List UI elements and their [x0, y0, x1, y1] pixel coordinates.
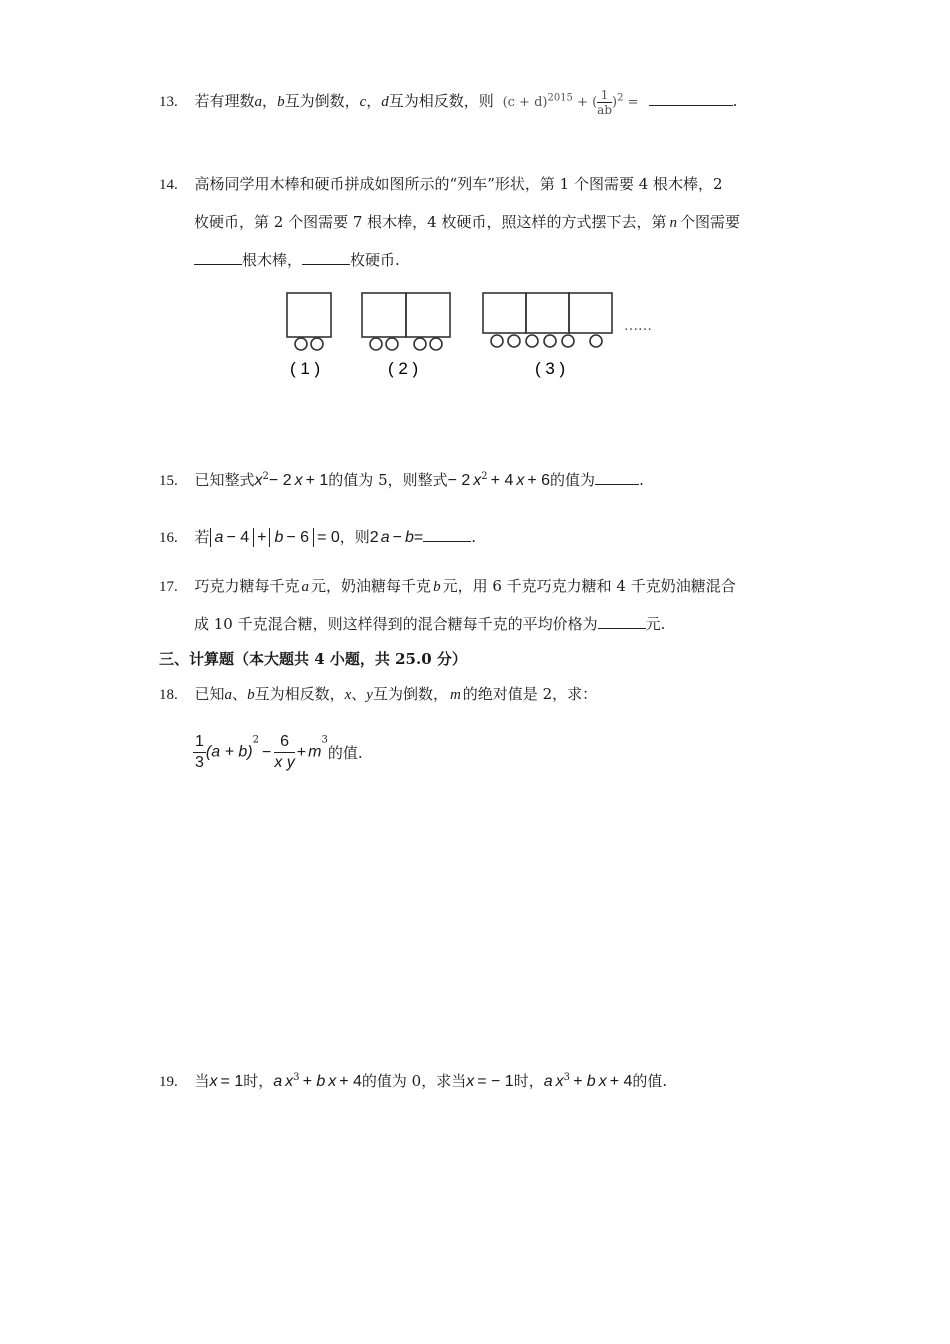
coin-circle — [370, 338, 382, 350]
coin-circle — [544, 335, 556, 347]
figure-label-2: ( 2 ) — [388, 359, 419, 378]
question-number: 19. — [159, 1074, 178, 1090]
train-figure — [280, 288, 680, 380]
coin-circle — [386, 338, 398, 350]
question-number: 16. — [159, 530, 178, 546]
train-2-car — [362, 293, 406, 337]
coin-circle — [414, 338, 426, 350]
train-1-car — [287, 293, 331, 337]
coin-circle — [590, 335, 602, 347]
answer-blank[interactable] — [649, 91, 733, 106]
figure-label-1: ( 1 ) — [290, 359, 321, 378]
coin-circle — [526, 335, 538, 347]
figure-label-3: ( 3 ) — [535, 359, 566, 378]
continuation-dots: …… — [624, 318, 652, 334]
coin-circle — [562, 335, 574, 347]
train-3-car — [483, 293, 526, 333]
question-15: 15. 已知整式$x^2- 2$ x + 1的值为 5，则整式− 2 $x^2 + 4$ x + 6的值为 . — [159, 471, 644, 489]
question-19: 19. 当x = 1时，a $x^3 + b$ x + 4的值为 0，求当x = − 1时，a $x^3 + b$ x + 4的值. — [159, 1072, 668, 1090]
question-16: 16. 若 a − 4 + b − 6 = 0，则2 a − b= . — [159, 528, 476, 546]
coin-circle — [491, 335, 503, 347]
answer-blank[interactable] — [423, 527, 471, 542]
train-3-car — [569, 293, 612, 333]
train-2-car — [406, 293, 450, 337]
question-18: 18. 已知a、b互为相反数，x、y互为倒数， m 的绝对值是 2，求： — [159, 685, 598, 703]
answer-blank-sticks[interactable] — [194, 250, 242, 265]
section-heading: 三、计算题（本大题共 4 小题，共 25.0 分） — [159, 650, 467, 668]
coin-circle — [430, 338, 442, 350]
question-14-line2: 枚硬币，第 2 个图需要 7 根木棒，4 枚硬币，照这样的方式摆下去，第 n 个图需要 — [194, 213, 740, 231]
question-number: 17. — [159, 579, 178, 595]
question-14: 14. 高杨同学用木棒和硬币拼成如图所示的“列车”形状，第 1 个图需要 4 根木棒，2 — [159, 175, 723, 193]
question-number: 14. — [159, 177, 178, 193]
question-14-line3: 根木棒， 枚硬币. — [194, 250, 400, 270]
coin-circle — [508, 335, 520, 347]
question-number: 15. — [159, 473, 178, 489]
answer-blank[interactable] — [595, 470, 639, 485]
question-number: 18. — [159, 687, 178, 703]
abs-value-1: a − 4 — [210, 528, 255, 547]
abs-value-2: b − 6 — [269, 528, 314, 547]
question-17-line2: 成 10 千克混合糖，则这样得到的混合糖每千克的平均价格为 元. — [194, 615, 666, 633]
answer-blank-coins[interactable] — [302, 250, 350, 265]
question-number: 13. — [159, 94, 178, 110]
question-13: 13. 若有理数a，b互为倒数，c，d互为相反数，则 $(c + d)^{2015}$ + ( $\frac{1}{ab}$ )$^2$ = . — [159, 88, 738, 117]
formula-13: $(c + d)^{2015}$ + ( $\frac{1}{ab}$ )$^2$ = — [502, 88, 639, 117]
train-3-car — [526, 293, 569, 333]
coin-circle — [311, 338, 323, 350]
question-18-formula: $\frac{1}{3}$ $(a + b)^2-$ $\frac{6}{\text{x y}}$ + $m^3$的值. — [195, 733, 363, 771]
answer-blank[interactable] — [598, 614, 646, 629]
question-17: 17. 巧克力糖每千克 a 元，奶油糖每千克 b 元，用 6 千克巧克力糖和 4 千克奶油糖混合 — [159, 577, 736, 595]
coin-circle — [295, 338, 307, 350]
